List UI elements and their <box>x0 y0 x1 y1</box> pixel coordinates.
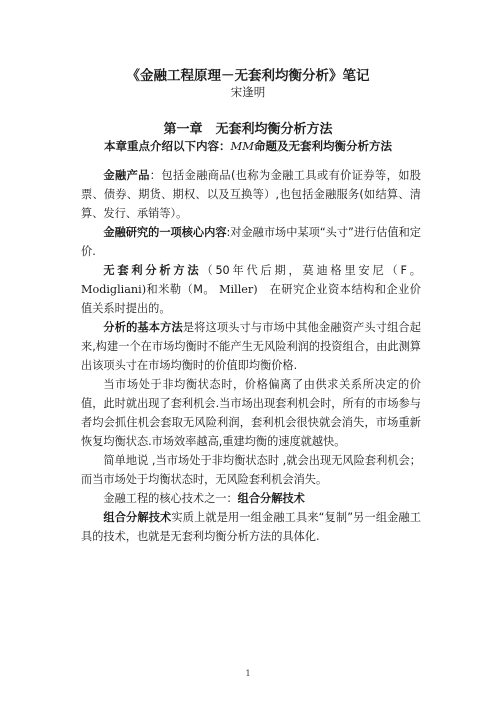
paragraph-disequilibrium: 当市场处于非均衡状态时，价格偏离了由供求关系所决定的价值，此时就出现了套利机会.当市场出现套利机会时，所有的市场参与者均会抓住机会套取无风险利润，套利机会很快就会消失，市场重新恢复均衡状态.市场效率越高,重建均衡的速度就越快。 <box>81 378 421 448</box>
name-miller: Miller) <box>219 283 258 296</box>
document-title: 《金融工程原理－无套利均衡分析》笔记 <box>126 68 370 84</box>
paragraph-core-technique <box>81 489 421 508</box>
term-decomposition-technique: 组合分解技术 <box>103 511 172 524</box>
paragraph-text: 在研究企业资本结构和企业价值关系时提出的。 <box>81 283 421 315</box>
page-number: 1 <box>245 669 251 678</box>
paragraph-core-research <box>81 223 421 261</box>
paragraph-basic-method <box>81 318 421 375</box>
paragraph-text: ：包括金融商品(也称为金融工具或有价证券等，如股票、债券、期货、期权、以及互换等）,也包括金融服务(如结算、清算、发行、承销等）。 <box>81 169 421 220</box>
paragraph-financial-products <box>81 166 421 223</box>
paragraph-decomposition-definition <box>81 508 421 546</box>
paragraph-text: 金融工程的核心技术之一： <box>103 492 238 505</box>
chapter-heading: 第一章 无套利均衡分析方法 <box>163 122 333 137</box>
paragraph-text: :对金融市场中某项“头寸”进行估值和定价. <box>81 226 421 258</box>
term-basic-method: 分析的基本方法 <box>103 321 183 334</box>
chapter-focus-suffix: 命题及无套利均衡分析方法 <box>254 139 393 153</box>
chapter-focus-prefix: 本章重点介绍以下内容： <box>103 139 231 153</box>
term-financial-products: 金融产品 <box>103 169 150 182</box>
paragraph-text: 和米勒（M。 <box>146 283 220 296</box>
paragraph-text: 实质上就是用一组金融工具来“复制”另一组金融工具的技术，也就是无套利均衡分析方法的具体化. <box>81 511 421 543</box>
chapter-focus <box>0 138 496 154</box>
term-core-research: 金融研究的一项核心内容 <box>103 226 227 239</box>
document-author: 宋逢明 <box>230 85 266 99</box>
chapter-focus-mm: MM <box>230 139 255 153</box>
document-body <box>81 166 421 546</box>
paragraph-no-arbitrage-method <box>81 261 421 318</box>
paragraph-text: （50年代后期，莫迪格里安尼（F。 <box>201 264 421 277</box>
name-modigliani: Modigliani) <box>81 283 147 296</box>
term-no-arbitrage-method: 无套利分析方法 <box>103 264 202 277</box>
paragraph-text: 是将这项头寸与市场中其他金融资产头寸组合起来,构建一个在市场均衡时不能产生无风险利润的投资组合，由此测算出该项头寸在市场均衡时的价值即均衡价格. <box>81 321 421 372</box>
paragraph-summary: 简单地说 ,当市场处于非均衡状态时 ,就会出现无风险套利机会；而当市场处于均衡状态时，无风险套利机会消失。 <box>81 454 421 486</box>
term-decomposition: 组合分解技术 <box>237 492 305 505</box>
